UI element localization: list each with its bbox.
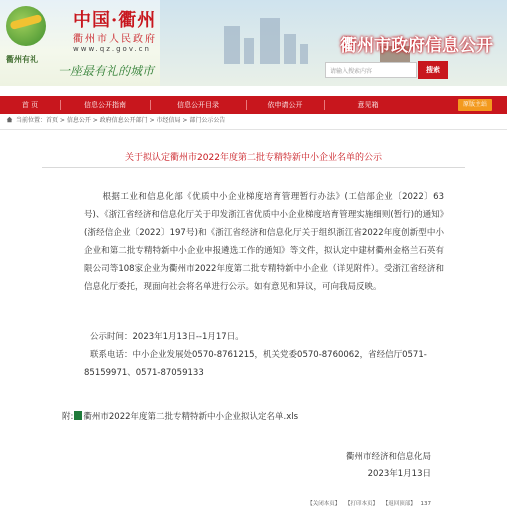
contact-info: 联系电话：中小企业发展处0570-8761215，机关党委0570-8760062，省经信厅0571-85159971、0571-87059133 bbox=[84, 350, 427, 378]
search-input[interactable]: 请输入搜索内容 bbox=[325, 62, 417, 78]
search-button[interactable]: 搜索 bbox=[418, 61, 448, 79]
main-nav bbox=[0, 96, 507, 114]
nav-home[interactable]: 首 页 bbox=[21, 101, 39, 109]
page-tools bbox=[304, 499, 431, 507]
breadcrumb bbox=[6, 115, 225, 127]
nav-request[interactable]: 依申请公开 bbox=[267, 101, 303, 109]
title-divider bbox=[42, 167, 465, 168]
city-slogan: 一座最有礼的城市 bbox=[58, 64, 155, 78]
logo-text: 衢州有礼 bbox=[6, 54, 38, 64]
home-icon bbox=[6, 116, 13, 123]
view-count: 137 bbox=[420, 501, 431, 507]
publicity-period: 公示时间：2023年1月13日--1月17日。 bbox=[90, 332, 244, 342]
publish-date: 2023年1月13日 bbox=[367, 469, 431, 479]
portal-title: 衢州市政府信息公开 bbox=[340, 36, 493, 56]
article-title: 关于拟认定衢州市2022年度第二批专精特新中小企业名单的公示 bbox=[125, 153, 382, 163]
attachment bbox=[62, 410, 298, 422]
original-site-button[interactable]: 原版主站 bbox=[458, 99, 492, 111]
nav-catalog[interactable]: 信息公开目录 bbox=[177, 101, 219, 109]
close-page-button[interactable]: 【关闭本页】 bbox=[307, 501, 341, 507]
attachment-prefix: 附: bbox=[62, 412, 74, 422]
article-paragraph: 根据工业和信息化部《优质中小企业梯度培育管理暂行办法》(工信部企业〔2022〕63号)、《浙江省经济和信息化厅关于印发浙江省优质中小企业梯度培育管理实施细则(暂行)的通知》(浙经信企业〔2022〕197号)和《浙江省经济和信息化厅关于组织浙江省2022年度创新型中小企业和第二批专精特新中小企业申报遴选工作的通知》等文件，拟认定中建材衢州金格兰石英有限公司等108家企业为衢州市2022年度第二批专精特新中小企业（详见附件）。受浙江省经济和信息化厅委托，现面向社会将名单进行公示。如有意见和异议，可向我局反映。 bbox=[84, 192, 444, 292]
nav-guide[interactable]: 信息公开指南 bbox=[84, 101, 126, 109]
print-page-button[interactable]: 【打印本页】 bbox=[344, 501, 378, 507]
breadcrumb-text[interactable]: 当前位置：首页 > 信息公开 > 政府信息公开部门 > 市经信局 > 部门公示公告 bbox=[16, 117, 226, 124]
signature: 衢州市经济和信息化局 bbox=[345, 452, 431, 462]
article-body bbox=[84, 188, 444, 296]
divider bbox=[0, 129, 507, 130]
back-to-top-button[interactable]: 【返回顶部】 bbox=[382, 501, 416, 507]
city-title: 中国·衢州 bbox=[73, 10, 157, 31]
nav-feedback[interactable]: 意见箱 bbox=[357, 101, 379, 109]
city-subtitle: 衢州市人民政府 bbox=[73, 34, 157, 45]
excel-file-icon bbox=[74, 411, 82, 420]
attachment-link[interactable]: 衢州市2022年度第二批专精特新中小企业拟认定名单.xls bbox=[83, 412, 299, 422]
header-banner bbox=[0, 0, 507, 86]
city-url: www.qz.gov.cn bbox=[73, 45, 151, 53]
